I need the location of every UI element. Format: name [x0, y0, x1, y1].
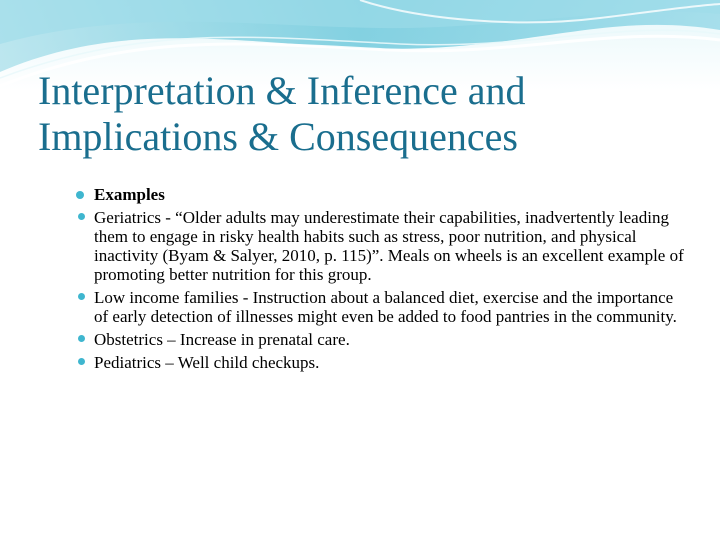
list-item-text: Pediatrics – Well child checkups. — [94, 353, 320, 372]
section-label: Examples — [94, 185, 165, 204]
bullet-icon — [76, 191, 84, 199]
list-item-text: Geriatrics - “Older adults may underestimate their capabilities, inadvertently leading them to engage in risky health habits such as stress, poor nutrition, and physical inactivity (Byam & Salyer, 2010, p. 115)”. Meals on wheels is an excellent example of promoting better nutrition for this group. — [94, 208, 684, 284]
slide-title-line-1: Interpretation & Inference and — [38, 68, 526, 113]
slide-title-line-2: Implications & Consequences — [38, 114, 518, 159]
list-item-text: Obstetrics – Increase in prenatal care. — [94, 330, 350, 349]
slide-body — [76, 184, 686, 376]
section-bullet — [76, 184, 686, 206]
bullet-icon — [78, 293, 85, 300]
list-item — [76, 330, 686, 349]
slide-title — [38, 68, 698, 160]
bullet-icon — [78, 335, 85, 342]
list-item — [76, 288, 686, 326]
bullet-icon — [78, 358, 85, 365]
list-item — [76, 208, 686, 284]
list-item-text: Low income families - Instruction about a balanced diet, exercise and the importance of early detection of illnesses might even be added to food pantries in the community. — [94, 288, 677, 326]
bullet-icon — [78, 213, 85, 220]
list-item — [76, 353, 686, 372]
bullet-list — [76, 208, 686, 372]
